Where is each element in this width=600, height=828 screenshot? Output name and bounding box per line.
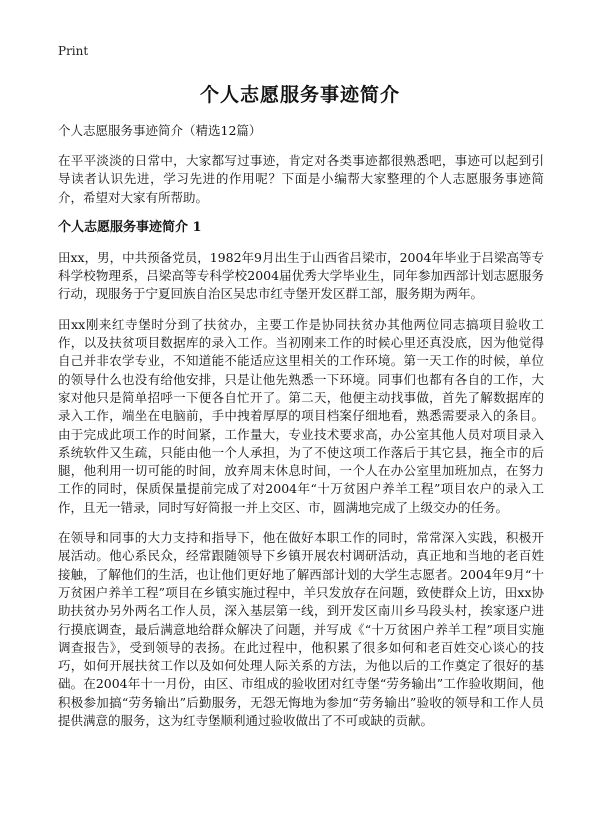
print-link[interactable]: Print (58, 44, 89, 58)
page-title: 个人志愿服务事迹简介 (199, 84, 400, 106)
body-paragraph: 田xx，男，中共预备党员，1982年9月出生于山西省吕梁市，2004年毕业于吕梁高等专科学校物理系，吕梁高等专科学校2004届优秀大学毕业生，同年参加西部计划志愿服务行动，现服务于宁夏回族自治区吴忠市红寺堡开发区群工部，服务期为两年。 (58, 249, 544, 302)
section-heading: 个人志愿服务事迹简介 1 (58, 219, 202, 235)
article-body (58, 122, 544, 742)
article-subtitle: 个人志愿服务事迹简介（精选12篇） (58, 123, 262, 138)
body-paragraph: 在领导和同事的大力支持和指导下，他在做好本职工作的同时，常常深入实践，积极开展活动。他心系民众，经常跟随领导下乡镇开展农村调研活动，真正地和当地的老百姓接触，了解他们的生活，也让他们更好地了解西部计划的大学生志愿者。2004年9月“十万贫困户养羊工程”项目在乡镇实施过程中，羊只发放存在问题，致使群众上访，田xx协助扶贫办另外两名工作人员，深入基层第一线，到开发区南川乡马段头村，挨家逐户进行摸底调查，最后满意地给群众解决了问题，并写成《“十万贫困户养羊工程”项目实施调查报告》，受到领导的表扬。在此过程中，他积累了很多如何和老百姓交心谈心的技巧，如何开展扶贫工作以及如何处理人际关系的方法，为他以后的工作奠定了很好的基础。在2004年十一月份，由区、市组成的验收团对红寺堡“劳务输出”工作验收期间，他积极参加搞“劳务输出”后勤服务，无怨无悔地为参加“劳务输出”验收的领导和工作人员提供满意的服务，这为红寺堡顺利通过验收做出了不可或缺的贡献。 (58, 530, 544, 729)
intro-paragraph: 在平平淡淡的日常中，大家都写过事迹，肯定对各类事迹都很熟悉吧，事迹可以起到引导读者认识先进，学习先进的作用呢？下面是小编帮大家整理的个人志愿服务事迹简介，希望对大家有所帮助。 (58, 153, 544, 205)
body-paragraph: 田xx刚来红寺堡时分到了扶贫办，主要工作是协同扶贫办其他两位同志搞项目验收工作，以及扶贫项目数据库的录入工作。当初刚来工作的时候心里还真没底，因为他觉得自己并非农学专业，不知道能不能适应这里相关的工作环境。第一天工作的时候，单位的领导什么也没有给他安排，只是让他先熟悉一下环境。同事们也都有各自的工作，大家对他只是简单招呼一下便各自忙开了。第二天，他便主动找事做，首先了解数据库的录入工作，端坐在电脑前，手中拽着厚厚的项目档案仔细地看，熟悉需要录入的条目。由于完成此项工作的时间紧，工作量大，专业技术要求高，办公室其他人员对项目录入系统软件又生疏，只能由他一个人承担，为了不使这项工作落后于其它县，拖全市的后腿，他利用一切可能的时间，放弃周末休息时间，一个人在办公室里加班加点，在努力工作的同时，保质保量提前完成了对2004年“十万贫困户养羊工程”项目农户的录入工作，且无一错录，同时写好简报一并上交区、市，圆满地完成了上级交办的任务。 (58, 316, 544, 515)
